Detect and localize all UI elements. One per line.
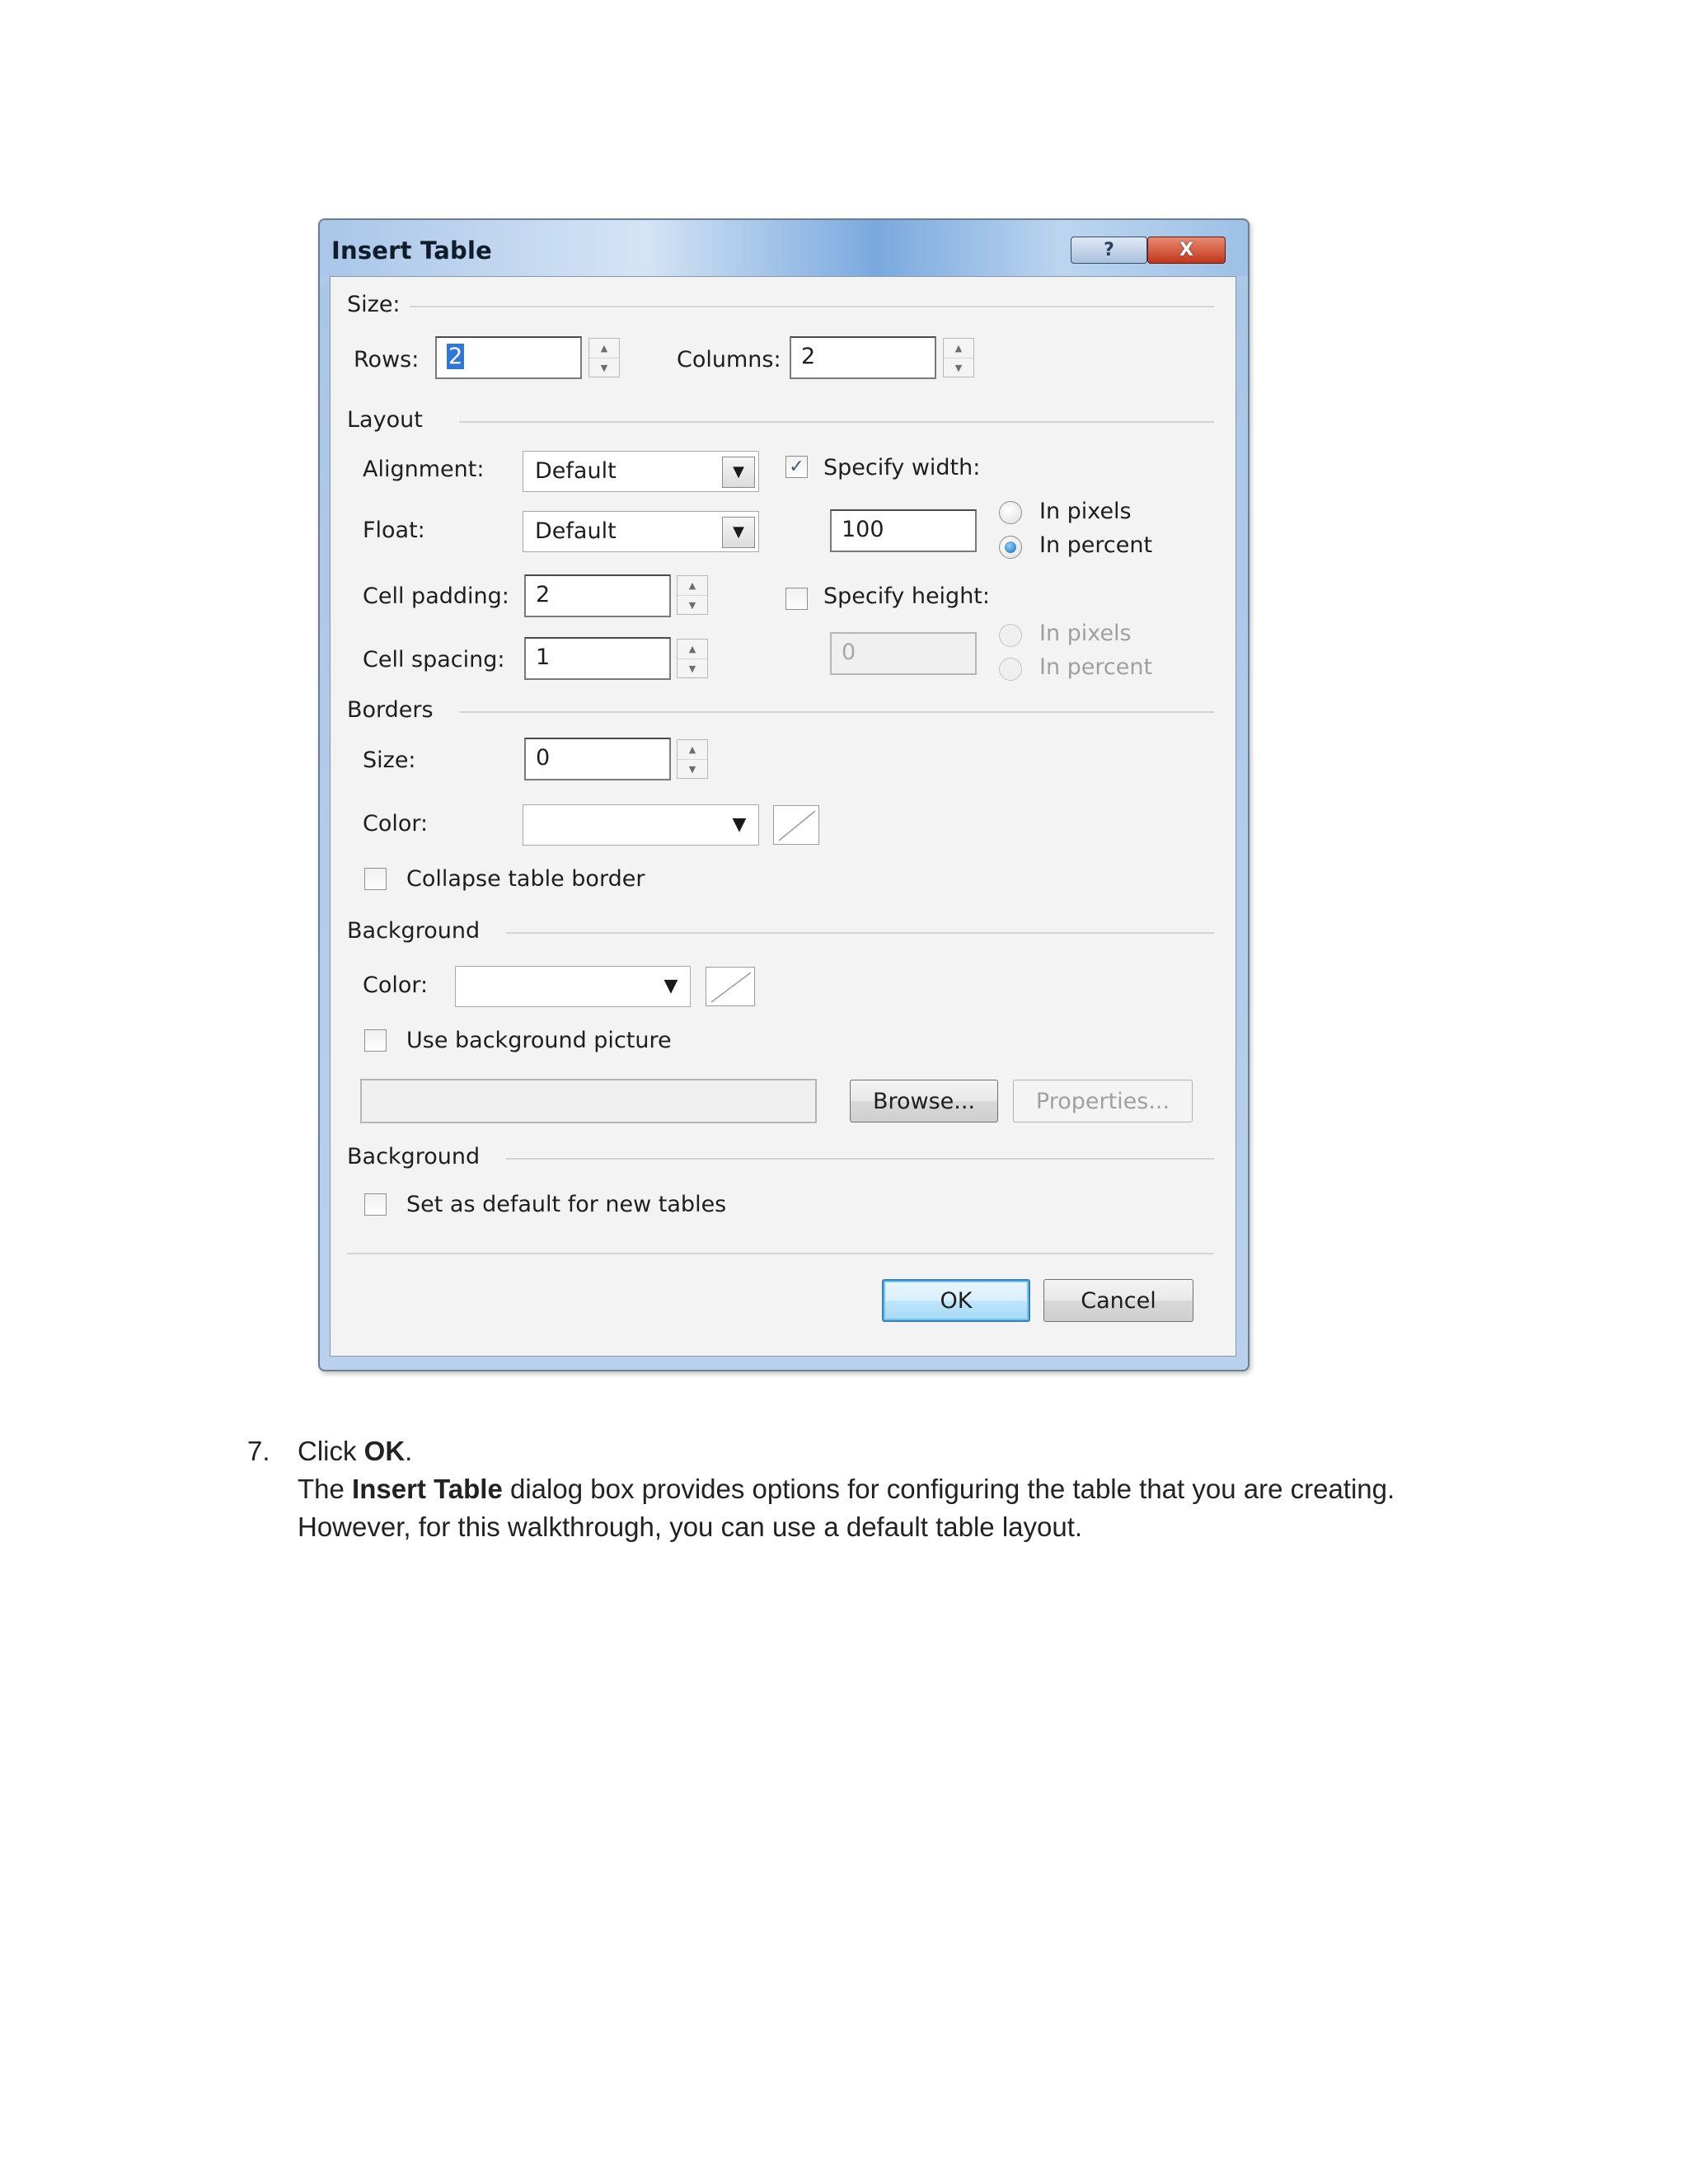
- step-instruction: [298, 1436, 412, 1467]
- spin-down-icon[interactable]: ▼: [688, 600, 696, 611]
- spin-up-icon[interactable]: ▲: [678, 740, 707, 760]
- insert-table-dialog: [318, 218, 1250, 1371]
- set-default-label: Set as default for new tables: [406, 1192, 727, 1217]
- cell-spacing-input[interactable]: 1: [524, 637, 671, 680]
- height-in-pixels-radio[interactable]: [999, 624, 1022, 647]
- float-select[interactable]: [523, 511, 759, 552]
- properties-button[interactable]: Properties...: [1013, 1080, 1193, 1122]
- step-click-text: Click: [298, 1436, 357, 1466]
- close-icon: X: [1179, 240, 1193, 260]
- collapse-border-checkbox[interactable]: [364, 868, 387, 890]
- border-color-swatch[interactable]: [773, 805, 819, 845]
- default-section-label: Background: [347, 1144, 481, 1169]
- size-separator: [410, 306, 1214, 307]
- float-value: Default: [535, 518, 617, 544]
- rows-input[interactable]: [435, 336, 582, 379]
- height-in-percent-label: In percent: [1039, 654, 1153, 680]
- border-size-label: Size:: [363, 748, 416, 773]
- height-input[interactable]: 0: [830, 632, 977, 675]
- cell-spacing-spinner[interactable]: [677, 639, 708, 678]
- spin-up-icon[interactable]: ▲: [589, 339, 619, 359]
- no-color-icon: [774, 806, 819, 845]
- border-color-select[interactable]: [523, 804, 759, 846]
- description-line-1: [298, 1474, 1395, 1505]
- spin-up-icon[interactable]: ▲: [678, 576, 707, 596]
- background-separator: [506, 932, 1214, 934]
- help-icon: ?: [1104, 240, 1114, 260]
- desc-line1-c: dialog box provides options for configuring the table that you are creating.: [510, 1474, 1395, 1504]
- cell-padding-spinner[interactable]: [677, 575, 708, 615]
- width-in-percent-radio[interactable]: [999, 536, 1022, 559]
- no-color-icon: [706, 968, 755, 1006]
- columns-label: Columns:: [677, 347, 781, 373]
- specify-width-label: Specify width:: [823, 455, 981, 480]
- specify-width-checkbox[interactable]: [785, 456, 808, 478]
- footer-separator: [347, 1253, 1214, 1254]
- spin-down-icon[interactable]: ▼: [954, 363, 963, 373]
- border-size-spinner[interactable]: [677, 739, 708, 779]
- width-in-pixels-radio[interactable]: [999, 501, 1022, 524]
- spin-down-icon[interactable]: ▼: [600, 363, 608, 373]
- width-input[interactable]: 100: [830, 509, 977, 552]
- rows-label: Rows:: [354, 347, 420, 373]
- dialog-body: [330, 276, 1236, 1357]
- borders-section-label: Borders: [347, 697, 434, 723]
- layout-section-label: Layout: [347, 407, 423, 433]
- background-section-label: Background: [347, 918, 481, 944]
- chevron-down-icon[interactable]: ▼: [732, 814, 747, 835]
- border-color-label: Color:: [363, 811, 429, 837]
- rows-value: 2: [448, 344, 463, 369]
- spin-down-icon[interactable]: ▼: [688, 663, 696, 674]
- cell-padding-label: Cell padding:: [363, 583, 509, 609]
- dialog-title: Insert Table: [331, 237, 493, 265]
- chevron-down-icon[interactable]: ▼: [722, 517, 755, 548]
- spin-up-icon[interactable]: ▲: [944, 339, 973, 359]
- height-in-pixels-label: In pixels: [1039, 621, 1132, 646]
- default-separator: [506, 1158, 1214, 1160]
- chevron-down-icon[interactable]: ▼: [663, 976, 678, 996]
- cancel-button[interactable]: Cancel: [1043, 1279, 1193, 1322]
- borders-separator: [459, 711, 1214, 713]
- spin-down-icon[interactable]: ▼: [688, 764, 696, 775]
- close-button[interactable]: [1147, 237, 1226, 264]
- float-label: Float:: [363, 518, 425, 543]
- alignment-value: Default: [535, 458, 617, 484]
- step-target-text: OK: [363, 1436, 406, 1466]
- rows-spinner[interactable]: [588, 338, 620, 377]
- desc-line1-b: Insert Table: [352, 1474, 503, 1504]
- desc-line1-a: The: [298, 1474, 345, 1504]
- use-bg-picture-label: Use background picture: [406, 1028, 672, 1053]
- spin-up-icon[interactable]: ▲: [678, 640, 707, 659]
- description-line-2: However, for this walkthrough, you can use a default table layout.: [298, 1511, 1083, 1542]
- step-end-text: .: [405, 1436, 413, 1466]
- alignment-label: Alignment:: [363, 457, 485, 482]
- use-bg-picture-checkbox[interactable]: [364, 1029, 387, 1052]
- cell-padding-input[interactable]: 2: [524, 574, 671, 617]
- columns-spinner[interactable]: [943, 338, 974, 377]
- specify-height-label: Specify height:: [823, 583, 990, 609]
- browse-button[interactable]: Browse...: [850, 1080, 998, 1122]
- bg-color-select[interactable]: [455, 966, 691, 1007]
- border-size-input[interactable]: 0: [524, 738, 671, 780]
- help-button[interactable]: [1071, 237, 1147, 264]
- specify-height-checkbox[interactable]: [785, 588, 808, 610]
- width-in-pixels-label: In pixels: [1039, 499, 1132, 524]
- width-in-percent-label: In percent: [1039, 532, 1153, 558]
- size-section-label: Size:: [347, 292, 401, 317]
- checkmark-icon: ✓: [789, 457, 804, 477]
- height-in-percent-radio[interactable]: [999, 658, 1022, 681]
- ok-button[interactable]: OK: [882, 1279, 1030, 1322]
- set-default-checkbox[interactable]: [364, 1193, 387, 1216]
- step-number: 7.: [247, 1436, 270, 1466]
- cell-spacing-label: Cell spacing:: [363, 647, 505, 673]
- layout-separator: [459, 421, 1214, 423]
- collapse-border-label: Collapse table border: [406, 866, 645, 892]
- bg-color-label: Color:: [363, 972, 429, 998]
- bg-color-swatch[interactable]: [706, 967, 755, 1006]
- columns-input[interactable]: 2: [790, 336, 936, 379]
- alignment-select[interactable]: [523, 451, 759, 492]
- bg-picture-path-input[interactable]: [360, 1079, 817, 1123]
- radio-selected-dot: [1005, 541, 1016, 553]
- chevron-down-icon[interactable]: ▼: [722, 457, 755, 488]
